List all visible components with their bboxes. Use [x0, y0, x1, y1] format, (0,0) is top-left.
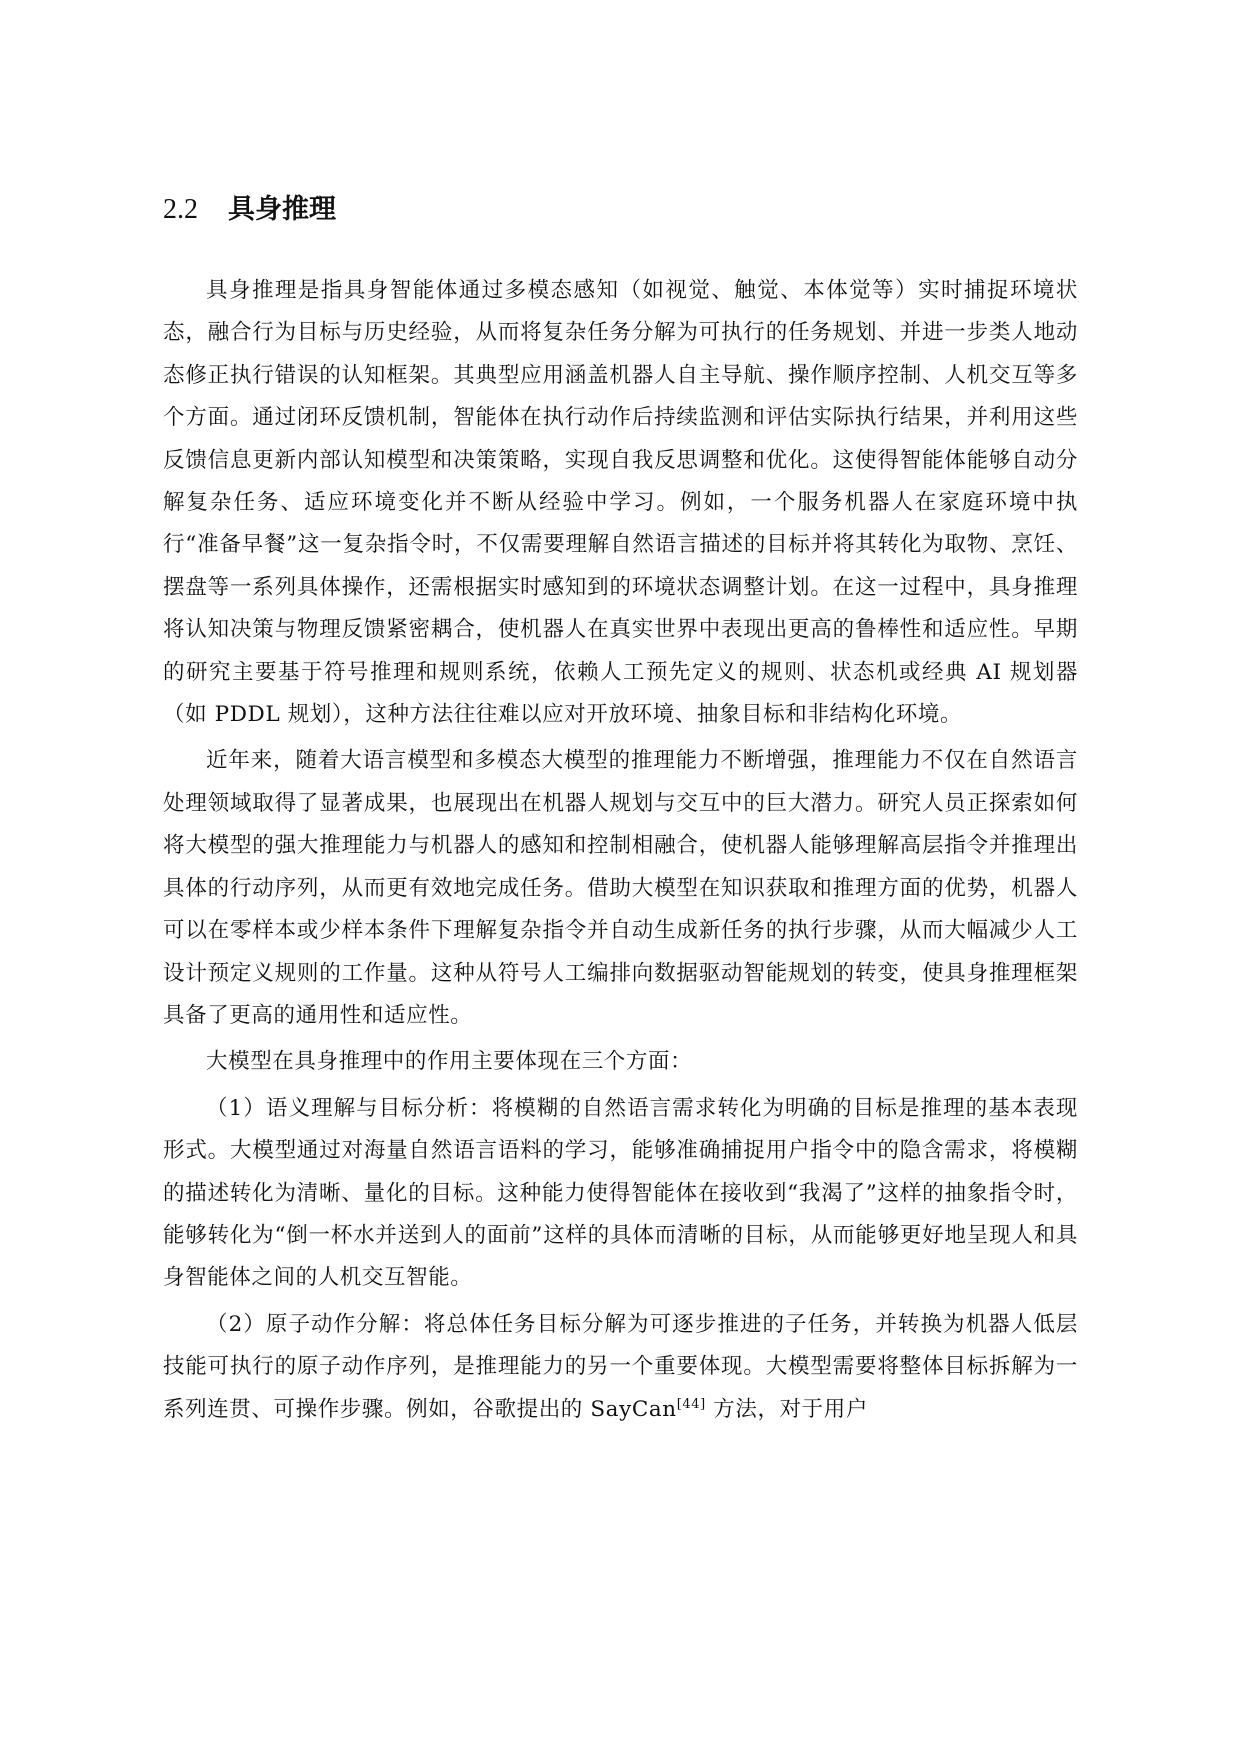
citation-reference[interactable]: [44]: [676, 1396, 706, 1412]
paragraph-text: （2）原子动作分解：将总体任务目标分解为可逐步推进的子任务，并转换为机器人低层技能可执行的原子动作序列，是推理能力的另一个重要体现。大模型需要将整体目标拆解为一系列连贯、可操作步骤。例如，谷歌提出的 SayCan: [163, 1311, 1078, 1422]
section-heading: [163, 190, 1078, 230]
paragraph-atomic-action-decomposition: [163, 1304, 1078, 1431]
section-number: 2.2: [163, 194, 198, 225]
paragraph-semantic-understanding: （1）语义理解与目标分析：将模糊的自然语言需求转化为明确的目标是推理的基本表现形式。大模型通过对海量自然语言语料的学习，能够准确捕捉用户指令中的隐含需求，将模糊的描述转化为清晰、量化的目标。这种能力使得智能体在接收到“我渴了”这样的抽象指令时，能够转化为“倒一杯水并送到人的面前”这样的具体而清晰的目标，从而能够更好地呈现人和具身智能体之间的人机交互智能。: [163, 1095, 1078, 1291]
paragraph-embodied-reasoning-definition: 具身推理是指具身智能体通过多模态感知（如视觉、触觉、本体觉等）实时捕捉环境状态，融合行为目标与历史经验，从而将复杂任务分解为可执行的任务规划、并进一步类人地动态修正执行错误的认知框架。其典型应用涵盖机器人自主导航、操作顺序控制、人机交互等多个方面。通过闭环反馈机制，智能体在执行动作后持续监测和评估实际执行结果，并利用这些反馈信息更新内部认知模型和决策策略，实现自我反思调整和优化。这使得智能体能够自动分解复杂任务、适应环境变化并不断从经验中学习。例如，一个服务机器人在家庭环境中执行“准备早餐”这一复杂指令时，不仅需要理解自然语言描述的目标并将其转化为取物、烹饪、摆盘等一系列具体操作，还需根据实时感知到的环境状态调整计划。在这一过程中，具身推理将认知决策与物理反馈紧密耦合，使机器人在真实世界中表现出更高的鲁棒性和适应性。早期的研究主要基于符号推理和规则系统，依赖人工预先定义的规则、状态机或经典 AI 规划器（如 PDDL 规划），这种方法往往难以应对开放环境、抽象目标和非结构化环境。: [163, 278, 1078, 728]
paragraph-three-aspects-intro: 大模型在具身推理中的作用主要体现在三个方面：: [206, 1049, 693, 1075]
paragraph-text-continued: 方法，对于用户: [705, 1396, 868, 1422]
paragraph-recent-advances: 近年来，随着大语言模型和多模态大模型的推理能力不断增强，推理能力不仅在自然语言处理领域取得了显著成果，也展现出在机器人规划与交互中的巨大潜力。研究人员正探索如何将大模型的强大推理能力与机器人的感知和控制相融合，使机器人能够理解高层指令并推理出具体的行动序列，从而更有效地完成任务。借助大模型在知识获取和推理方面的优势，机器人可以在零样本或少样本条件下理解复杂指令并自动生成新任务的执行步骤，从而大幅减少人工设计预定义规则的工作量。这种从符号人工编排向数据驱动智能规划的转变，使具身推理框架具备了更高的通用性和适应性。: [163, 748, 1078, 1028]
section-title: 具身推理: [228, 194, 336, 225]
document-page: [163, 190, 1078, 1431]
